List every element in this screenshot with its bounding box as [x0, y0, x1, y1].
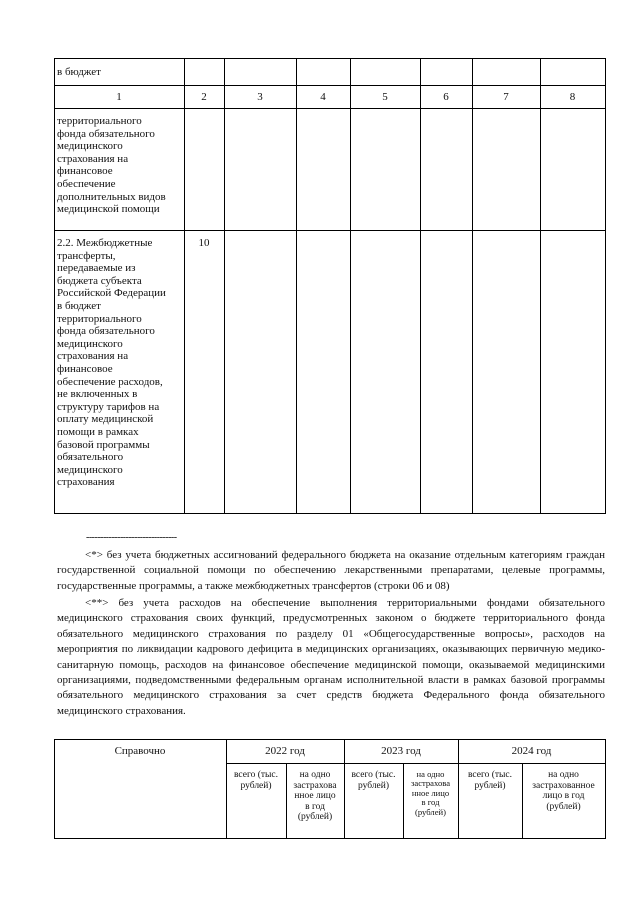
column-number: 6	[443, 91, 449, 103]
header-line: рублей)	[240, 780, 272, 791]
column-number: 5	[382, 91, 388, 103]
row-b-line: базовой программы	[57, 438, 150, 451]
header-total-2022	[226, 770, 286, 791]
row-b-line: 2.2. Межбюджетные	[57, 237, 153, 249]
table-rule	[224, 58, 225, 514]
year-2022: 2022 год	[265, 745, 305, 757]
header-line: всего (тыс.	[233, 770, 279, 780]
year-2024: 2024 год	[511, 745, 552, 757]
table-rule	[184, 58, 185, 514]
row-b-line: Российской Федерации	[57, 287, 166, 300]
row-a-label	[57, 115, 183, 216]
table-rule	[605, 58, 606, 514]
column-number: 4	[320, 91, 326, 103]
header-line: лицо в год	[542, 791, 585, 802]
reference-label: Справочно	[114, 745, 166, 757]
header-line: застрахова	[410, 778, 451, 789]
row-b-label	[57, 237, 183, 489]
row-b-line: бюджета субъекта	[57, 274, 142, 287]
row-a-line: медицинской помощи	[57, 203, 160, 216]
column-number: 7	[503, 91, 509, 103]
row-b-line: структуру тарифов на	[57, 400, 160, 413]
header-line: нное лицо	[294, 791, 336, 802]
header-line: на одно	[299, 770, 331, 780]
header-line: (рублей)	[297, 812, 333, 823]
table-rule	[54, 58, 55, 514]
table-rule	[296, 58, 297, 514]
table-rule	[605, 739, 606, 839]
header-total-2023	[344, 770, 403, 791]
top-cell-text: в бюджет	[57, 66, 101, 78]
table-rule	[54, 838, 606, 839]
row-a-line: страхования на	[57, 152, 129, 165]
header-per-person-2024	[522, 770, 605, 812]
header-line: в год	[305, 801, 325, 812]
row-b-line: в бюджет	[57, 299, 101, 312]
row-b-line: финансовое	[57, 362, 113, 375]
row-a-line: финансовое	[57, 165, 113, 178]
header-line: всего (тыс.	[467, 770, 513, 780]
header-line: (рублей)	[415, 806, 446, 817]
header-total-2024	[458, 770, 522, 791]
row-a-line: обеспечение	[57, 177, 116, 190]
row-b-line: страхования	[57, 476, 115, 489]
column-number: 8	[569, 91, 576, 103]
row-b-line: трансферты,	[57, 249, 116, 262]
column-number: 1	[116, 91, 122, 103]
table-rule	[226, 763, 606, 764]
row-b-code: 10	[198, 237, 210, 249]
row-b-line: страхования на	[57, 350, 129, 363]
header-line: нное лицо	[411, 787, 450, 798]
table-rule	[54, 108, 606, 109]
row-b-line: медицинского	[57, 337, 123, 350]
header-line: застрахова	[293, 780, 337, 791]
row-b-line: обязательного	[57, 451, 124, 464]
header-line: (рублей)	[546, 801, 581, 812]
header-line: на одно	[548, 770, 579, 780]
row-b-line: оплату медицинской	[57, 413, 154, 426]
table-rule	[350, 58, 351, 514]
header-per-person-2023	[403, 770, 458, 817]
footnote-separator: --------------------------------	[86, 532, 177, 543]
row-b-line: передаваемые из	[57, 262, 136, 275]
footnote-1: <*> без учета бюджетных ассигнований федерального бюджета на оказание отдельным категориям граждан государственной социальной помощи по обеспечению лекарственными препаратами, целевые программы, государственные программы, а также межбюджетных трансфертов (строки 06 и 08)	[57, 549, 605, 592]
year-2023: 2023 год	[381, 745, 421, 757]
header-line: всего (тыс.	[351, 770, 396, 780]
header-line: застрахованное	[532, 780, 595, 791]
row-a-line: дополнительных видов	[57, 190, 166, 203]
row-b-line: территориального	[57, 312, 142, 325]
row-b-line: обеспечение расходов,	[57, 375, 163, 388]
header-line: в год	[421, 797, 440, 808]
row-a-line: территориального	[57, 115, 142, 127]
footnote-2: <**> без учета расходов на обеспечение выполнения территориальными фондами обязательного медицинского страхования своих функций, предусмотренных законом о бюджете территориального фонда обязательного медицинского страхования по разделу 01 «Общегосударственные вопросы», расходов на мероприятия по ликвидации кадрового дефицита в медицинских организациях, оказывающих первичную медико-санитарную помощь, расходов на финансовое обеспечение медицинской помощи, оказываемой медицинскими организациями, подведомственными федеральным органам исполнительной власти в рамках базовой программы обязательного медицинского страхования за счет средств бюджета Федерального фонда обязательного медицинского страхования.	[57, 597, 605, 717]
header-per-person-2022	[286, 770, 344, 823]
column-number: 3	[257, 91, 263, 103]
table-rule	[54, 739, 606, 740]
row-b-line: помощи в рамках	[57, 425, 139, 438]
table-rule	[54, 58, 606, 59]
row-b-line: фонда обязательного	[57, 325, 155, 338]
row-a-line: фонда обязательного	[57, 127, 155, 140]
table-rule	[420, 58, 421, 514]
row-b-line: не включенных в	[57, 388, 138, 401]
table-rule	[472, 58, 473, 514]
header-line: на одно	[416, 769, 445, 779]
table-rule	[54, 513, 606, 514]
header-line: рублей)	[474, 780, 506, 791]
row-a-line: медицинского	[57, 140, 123, 153]
table-rule	[540, 58, 541, 514]
row-b-line: медицинского	[57, 463, 123, 476]
table-rule	[54, 230, 606, 231]
header-line: рублей)	[357, 780, 390, 791]
column-number: 2	[201, 91, 207, 103]
table-rule	[54, 85, 606, 86]
